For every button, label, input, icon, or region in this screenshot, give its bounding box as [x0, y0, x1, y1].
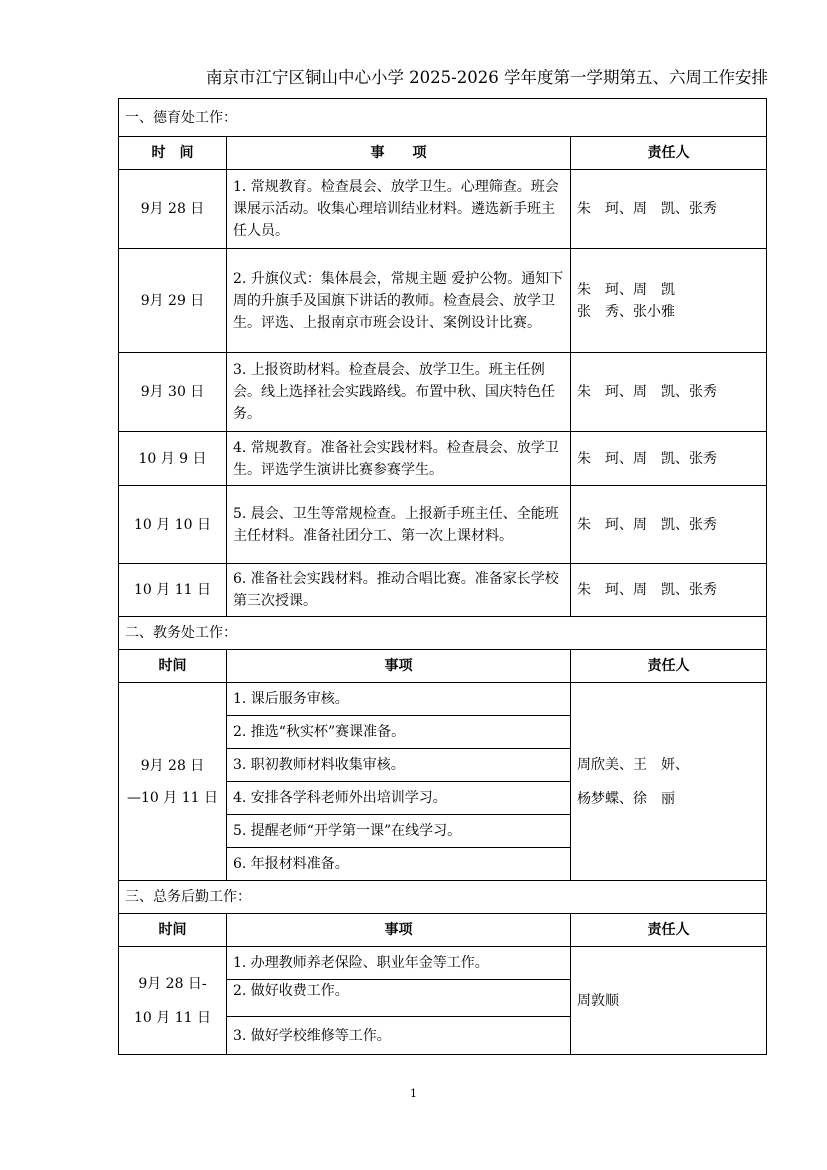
row-item: 2. 做好收费工作。 [227, 980, 571, 1017]
header-row [119, 914, 767, 947]
section-heading-moral: 一、德育处工作： [119, 99, 767, 137]
date-line: 9月 28 日- [138, 975, 207, 992]
person-line: 周欣美、王 妍、 [577, 756, 689, 773]
col-header-person: 责任人 [571, 914, 767, 947]
col-header-item: 事 项 [227, 137, 571, 170]
row-person: 朱 珂、周 凯、张秀 [571, 432, 767, 486]
section-heading-row [119, 99, 767, 137]
col-header-person: 责任人 [571, 650, 767, 683]
section-heading-row [119, 617, 767, 650]
document-title: 南京市江宁区铜山中心小学 2025-2026 学年度第一学期第五、六周工作安排 [205, 68, 768, 87]
table-row [119, 683, 767, 716]
date-line: 10 月 11 日 [134, 1009, 211, 1026]
row-item: 6. 准备社会实践材料。推动合唱比赛。准备家长学校第三次授课。 [227, 564, 571, 617]
table-row [119, 432, 767, 486]
row-date: 9月 28 日 [119, 170, 227, 249]
row-item: 5. 晨会、卫生等常规检查。上报新手班主任、全能班主任材料。准备社团分工、第一次上课材料。 [227, 486, 571, 564]
schedule-table [118, 98, 767, 1055]
person-line: 杨梦蝶、徐 丽 [577, 790, 675, 807]
col-header-item: 事项 [227, 914, 571, 947]
row-person: 朱 珂、周 凯、张秀 [571, 486, 767, 564]
row-person-line: 张 秀、张小雅 [577, 303, 675, 320]
header-row [119, 650, 767, 683]
table-row [119, 170, 767, 249]
row-item: 3. 做好学校维修等工作。 [227, 1017, 571, 1055]
header-row [119, 137, 767, 170]
row-item: 5. 提醒老师“开学第一课”在线学习。 [227, 815, 571, 848]
table-row [119, 564, 767, 617]
row-person: 朱 珂、周 凯、张秀 [571, 564, 767, 617]
row-item: 4. 安排各学科老师外出培训学习。 [227, 782, 571, 815]
row-date: 9月 30 日 [119, 353, 227, 432]
row-person: 朱 珂、周 凯、张秀 [571, 353, 767, 432]
row-item: 6. 年报材料准备。 [227, 848, 571, 881]
row-date: 10 月 11 日 [119, 564, 227, 617]
date-line: 9月 28 日 [140, 757, 205, 774]
row-item: 3. 上报资助材料。检查晨会、放学卫生。班主任例会。线上选择社会实践路线。布置中秋、国庆特色任务。 [227, 353, 571, 432]
row-item: 3. 职初教师材料收集审核。 [227, 749, 571, 782]
section-heading-logistics: 三、总务后勤工作： [119, 881, 767, 914]
col-header-person: 责任人 [571, 137, 767, 170]
row-item: 4. 常规教育。准备社会实践材料。检查晨会、放学卫生。评选学生演讲比赛参赛学生。 [227, 432, 571, 486]
logistics-date [119, 947, 227, 1055]
academic-date [119, 683, 227, 881]
row-person-line: 朱 珂、周 凯 [577, 281, 675, 298]
table-row [119, 947, 767, 980]
row-item: 1. 课后服务审核。 [227, 683, 571, 716]
date-line: —10 月 11 日 [127, 789, 218, 806]
table-row [119, 249, 767, 353]
table-row [119, 353, 767, 432]
section-heading-row [119, 881, 767, 914]
row-item: 1. 常规教育。检查晨会、放学卫生。心理筛查。班会课展示活动。收集心理培训结业材料。遴选新手班主任人员。 [227, 170, 571, 249]
academic-person [571, 683, 767, 881]
section-heading-academic: 二、教务处工作： [119, 617, 767, 650]
col-header-time: 时 间 [119, 137, 227, 170]
row-item: 1. 办理教师养老保险、职业年金等工作。 [227, 947, 571, 980]
logistics-person: 周敦顺 [571, 947, 767, 1055]
col-header-time: 时间 [119, 914, 227, 947]
row-date: 9月 29 日 [119, 249, 227, 353]
col-header-time: 时间 [119, 650, 227, 683]
page-number: 1 [410, 1087, 417, 1100]
table-row [119, 486, 767, 564]
row-item: 2. 升旗仪式：集体晨会，常规主题 爱护公物。通知下周的升旗手及国旗下讲话的教师。检查晨会、放学卫生。评选、上报南京市班会设计、案例设计比赛。 [227, 249, 571, 353]
col-header-item: 事项 [227, 650, 571, 683]
row-item: 2. 推选“秋实杯”赛课准备。 [227, 716, 571, 749]
row-person [571, 249, 767, 353]
row-date: 10 月 9 日 [119, 432, 227, 486]
row-date: 10 月 10 日 [119, 486, 227, 564]
row-person: 朱 珂、周 凯、张秀 [571, 170, 767, 249]
